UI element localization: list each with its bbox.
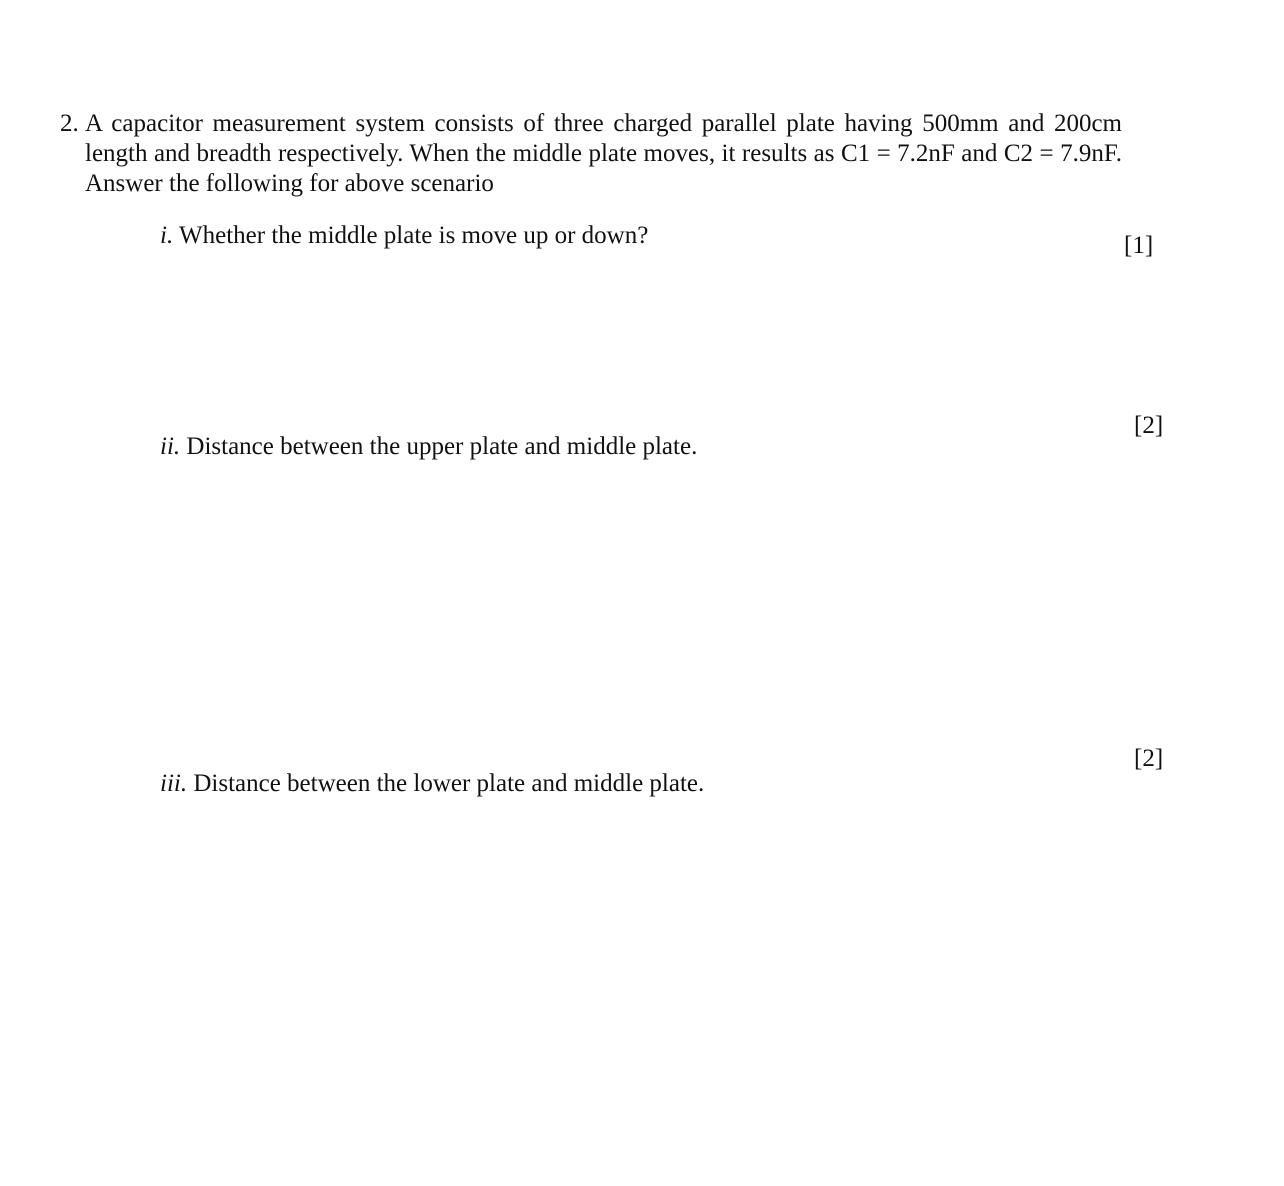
subpart-numeral: iii. [160, 770, 188, 797]
subpart-text: Distance between the upper plate and middle plate. [186, 433, 698, 460]
subpart-iii-marks: [2] [1134, 745, 1164, 772]
subpart-text: Distance between the lower plate and middle plate. [193, 770, 705, 797]
subpart-numeral: i. [160, 222, 174, 249]
question-number: 2. [60, 110, 79, 137]
subpart-numeral: ii. [160, 433, 181, 460]
subpart-ii-marks: [2] [1134, 412, 1164, 439]
subpart-text: Whether the middle plate is move up or down? [179, 222, 649, 249]
subpart-i-marks: [1] [1124, 232, 1154, 259]
question-text: A capacitor measurement system consists of three charged parallel plate having 500mm and 200cm length and breadth respectively. When the middle plate moves, it results as C1 = 7.2nF and C2 = 7.9nF. Answer the following for above scenario [85, 110, 1122, 197]
subpart-i [160, 221, 648, 251]
subpart-ii [160, 432, 697, 462]
question-2 [60, 109, 1122, 199]
subpart-iii [160, 769, 704, 799]
